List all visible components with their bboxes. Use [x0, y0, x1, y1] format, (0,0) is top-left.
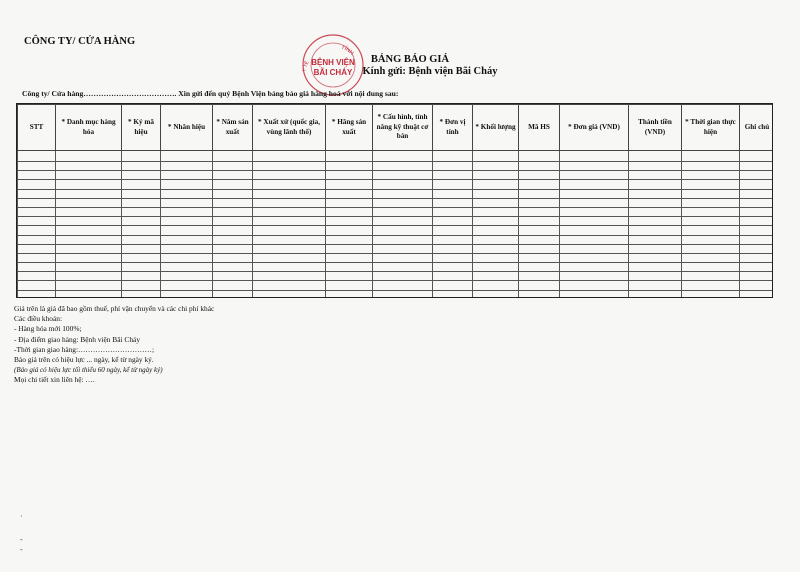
table-cell — [18, 171, 56, 180]
table-cell — [473, 171, 519, 180]
table-cell — [560, 171, 629, 180]
table-cell — [629, 180, 682, 189]
table-cell — [682, 180, 740, 189]
table-row — [18, 207, 774, 216]
table-cell — [682, 281, 740, 290]
col-header-origin: * Xuất xứ (quốc gia, vùng lãnh thổ) — [253, 105, 326, 151]
table-cell — [519, 151, 560, 162]
table-cell — [161, 272, 213, 281]
table-cell — [18, 281, 56, 290]
table-cell — [213, 207, 253, 216]
table-cell — [213, 263, 253, 272]
table-cell — [161, 162, 213, 171]
contact-line: Mọi chi tiết xin liên hệ: …. — [14, 375, 95, 385]
table-cell — [682, 207, 740, 216]
table-cell — [433, 253, 473, 262]
table-cell — [56, 263, 122, 272]
table-cell — [326, 207, 373, 216]
table-cell — [682, 235, 740, 244]
table-cell — [56, 226, 122, 235]
col-header-stt: STT — [18, 105, 56, 151]
table-row — [18, 281, 774, 290]
table-row — [18, 151, 774, 162]
terms-heading: Các điều khoản: — [14, 314, 63, 324]
table-cell — [682, 244, 740, 253]
table-cell — [18, 290, 56, 298]
table-cell — [473, 162, 519, 171]
table-cell — [473, 281, 519, 290]
table-cell — [373, 162, 433, 171]
table-cell — [519, 235, 560, 244]
table-cell — [56, 162, 122, 171]
table-cell — [560, 253, 629, 262]
table-cell — [56, 253, 122, 262]
table-cell — [560, 281, 629, 290]
table-cell — [519, 226, 560, 235]
intro-line: Công ty/ Cửa hàng………………………………. Xin gửi đến quý Bệnh Viện bảng báo giá hàng hoá với nội dung sau: — [22, 89, 399, 98]
table-cell — [122, 151, 161, 162]
company-name: CÔNG TY/ CỬA HÀNG — [24, 36, 136, 47]
table-cell — [682, 162, 740, 171]
table-cell — [560, 151, 629, 162]
table-cell — [56, 171, 122, 180]
table-cell — [122, 198, 161, 207]
term-new-goods: - Hàng hóa mới 100%; — [14, 324, 82, 334]
table-cell — [433, 162, 473, 171]
table-cell — [740, 151, 774, 162]
table-cell — [629, 217, 682, 226]
table-cell — [161, 151, 213, 162]
table-cell — [519, 263, 560, 272]
table-cell — [213, 244, 253, 253]
table-cell — [629, 151, 682, 162]
table-cell — [629, 198, 682, 207]
table-cell — [373, 180, 433, 189]
table-cell — [629, 207, 682, 216]
table-cell — [740, 207, 774, 216]
table-cell — [682, 290, 740, 298]
table-cell — [682, 217, 740, 226]
table-cell — [473, 226, 519, 235]
table-cell — [519, 281, 560, 290]
table-cell — [560, 189, 629, 198]
table-cell — [519, 244, 560, 253]
table-cell — [473, 263, 519, 272]
col-header-quantity: * Khối lượng — [473, 105, 519, 151]
table-cell — [682, 171, 740, 180]
col-header-total: Thành tiền (VND) — [629, 105, 682, 151]
table-header-row — [18, 105, 774, 151]
validity-note: Báo giá trên có hiệu lực ... ngày, kể từ ngày ký. — [14, 355, 154, 365]
table-row — [18, 189, 774, 198]
table-cell — [373, 244, 433, 253]
table-cell — [682, 253, 740, 262]
table-cell — [253, 235, 326, 244]
table-cell — [326, 151, 373, 162]
table-cell — [682, 263, 740, 272]
table-cell — [56, 244, 122, 253]
table-cell — [740, 244, 774, 253]
table-cell — [213, 151, 253, 162]
table-cell — [161, 281, 213, 290]
table-cell — [629, 189, 682, 198]
table-cell — [519, 189, 560, 198]
table-cell — [433, 244, 473, 253]
table-cell — [326, 281, 373, 290]
table-cell — [18, 244, 56, 253]
table-cell — [253, 253, 326, 262]
table-cell — [161, 244, 213, 253]
table-cell — [519, 290, 560, 298]
table-cell — [253, 207, 326, 216]
table-row — [18, 226, 774, 235]
document-title: BẢNG BÁO GIÁ — [370, 54, 450, 65]
table-cell — [560, 290, 629, 298]
term-delivery-place: - Địa điểm giao hàng: Bệnh viện Bãi Cháy — [14, 334, 141, 344]
table-cell — [18, 235, 56, 244]
table-cell — [56, 290, 122, 298]
table-cell — [740, 180, 774, 189]
table-cell — [326, 171, 373, 180]
table-cell — [326, 198, 373, 207]
table-cell — [373, 217, 433, 226]
col-header-delivery-time: * Thời gian thực hiện — [682, 105, 740, 151]
table-cell — [473, 180, 519, 189]
table-cell — [519, 217, 560, 226]
table-cell — [560, 226, 629, 235]
table-cell — [18, 189, 56, 198]
table-row — [18, 263, 774, 272]
table-cell — [56, 151, 122, 162]
col-header-brand: * Nhãn hiệu — [161, 105, 213, 151]
table-cell — [213, 290, 253, 298]
table-row — [18, 244, 774, 253]
table-cell — [629, 235, 682, 244]
stamp-left-text: Y TẾ — [301, 60, 311, 73]
table-cell — [560, 263, 629, 272]
table-cell — [213, 217, 253, 226]
table-cell — [740, 226, 774, 235]
table-cell — [740, 290, 774, 298]
table-cell — [560, 244, 629, 253]
table-cell — [161, 207, 213, 216]
scan-mark: - — [20, 535, 23, 544]
table-cell — [326, 180, 373, 189]
table-cell — [161, 290, 213, 298]
table-cell — [740, 272, 774, 281]
table-cell — [373, 198, 433, 207]
table-cell — [213, 180, 253, 189]
table-cell — [473, 189, 519, 198]
table-cell — [161, 189, 213, 198]
table-cell — [122, 235, 161, 244]
table-cell — [213, 272, 253, 281]
table-cell — [373, 151, 433, 162]
table-cell — [213, 162, 253, 171]
table-cell — [56, 189, 122, 198]
stamp-top-text: TỈNH — [340, 44, 355, 57]
table-cell — [473, 290, 519, 298]
table-row — [18, 217, 774, 226]
table-cell — [326, 253, 373, 262]
table-cell — [56, 272, 122, 281]
table-cell — [253, 226, 326, 235]
table-row — [18, 235, 774, 244]
stamp-line1: BỆNH VIỆN — [311, 58, 355, 67]
table-cell — [473, 151, 519, 162]
table-cell — [253, 244, 326, 253]
table-cell — [373, 253, 433, 262]
table-cell — [560, 272, 629, 281]
table-cell — [253, 272, 326, 281]
table-cell — [326, 162, 373, 171]
table-row — [18, 253, 774, 262]
table-cell — [326, 290, 373, 298]
table-cell — [18, 263, 56, 272]
table-cell — [629, 244, 682, 253]
table-cell — [18, 198, 56, 207]
table-cell — [473, 207, 519, 216]
table-cell — [161, 198, 213, 207]
table-cell — [373, 207, 433, 216]
table-cell — [253, 189, 326, 198]
table-cell — [519, 180, 560, 189]
table-cell — [373, 290, 433, 298]
table-cell — [326, 226, 373, 235]
table-cell — [682, 226, 740, 235]
table-cell — [560, 162, 629, 171]
table-cell — [56, 235, 122, 244]
table-cell — [560, 198, 629, 207]
col-header-manufacturer: * Hãng sản xuất — [326, 105, 373, 151]
table-cell — [18, 253, 56, 262]
table-cell — [560, 235, 629, 244]
table-cell — [740, 235, 774, 244]
table-cell — [740, 162, 774, 171]
table-row — [18, 198, 774, 207]
table-cell — [433, 171, 473, 180]
table-cell — [373, 226, 433, 235]
table-cell — [473, 217, 519, 226]
table-cell — [629, 171, 682, 180]
table-cell — [740, 198, 774, 207]
table-cell — [122, 290, 161, 298]
table-cell — [473, 244, 519, 253]
table-cell — [629, 253, 682, 262]
table-cell — [560, 207, 629, 216]
quotation-table — [16, 103, 773, 298]
col-header-hs-code: Mã HS — [519, 105, 560, 151]
table-cell — [373, 171, 433, 180]
table-cell — [629, 272, 682, 281]
table-cell — [213, 189, 253, 198]
table-cell — [122, 207, 161, 216]
table-cell — [433, 198, 473, 207]
table-cell — [18, 151, 56, 162]
price-note: Giá trên là giá đã bao gồm thuế, phí vận chuyển và các chi phí khác — [14, 304, 215, 313]
table-cell — [253, 217, 326, 226]
table-cell — [161, 235, 213, 244]
table-cell — [373, 263, 433, 272]
table-cell — [560, 180, 629, 189]
table-cell — [18, 162, 56, 171]
table-cell — [18, 217, 56, 226]
table-cell — [740, 217, 774, 226]
table-cell — [18, 272, 56, 281]
table-cell — [326, 217, 373, 226]
table-cell — [213, 253, 253, 262]
table-cell — [18, 180, 56, 189]
table-cell — [682, 198, 740, 207]
table-cell — [519, 272, 560, 281]
table-row — [18, 171, 774, 180]
table-cell — [326, 263, 373, 272]
table-cell — [433, 263, 473, 272]
table-cell — [682, 272, 740, 281]
table-row — [18, 180, 774, 189]
table-cell — [519, 253, 560, 262]
table-cell — [253, 171, 326, 180]
table-cell — [326, 244, 373, 253]
table-cell — [122, 281, 161, 290]
table-cell — [740, 171, 774, 180]
terms-section — [14, 304, 414, 386]
table-cell — [373, 235, 433, 244]
table-cell — [433, 180, 473, 189]
col-header-unit-price: * Đơn giá (VND) — [560, 105, 629, 151]
table-cell — [56, 217, 122, 226]
table-cell — [18, 207, 56, 216]
table-cell — [122, 171, 161, 180]
table-cell — [122, 180, 161, 189]
table-row — [18, 272, 774, 281]
table-cell — [56, 198, 122, 207]
scan-mark: · — [20, 512, 23, 521]
table-cell — [161, 217, 213, 226]
table-cell — [326, 272, 373, 281]
stamp-line2: BÃI CHÁY — [313, 68, 353, 77]
term-delivery-time: -Thời gian giao hàng:…………………………; — [14, 344, 155, 354]
table-body — [18, 151, 774, 299]
table-cell — [161, 253, 213, 262]
table-cell — [213, 281, 253, 290]
table-cell — [473, 198, 519, 207]
table-row — [18, 162, 774, 171]
table-cell — [473, 253, 519, 262]
table-cell — [433, 272, 473, 281]
table-cell — [161, 226, 213, 235]
table-cell — [433, 189, 473, 198]
table-cell — [740, 189, 774, 198]
table-cell — [253, 151, 326, 162]
table-cell — [740, 281, 774, 290]
table-cell — [56, 180, 122, 189]
table-cell — [326, 235, 373, 244]
table-cell — [433, 290, 473, 298]
table-cell — [122, 217, 161, 226]
table-cell — [213, 235, 253, 244]
table-cell — [122, 162, 161, 171]
table-cell — [161, 180, 213, 189]
table-cell — [373, 272, 433, 281]
table-cell — [682, 189, 740, 198]
col-header-specs: * Cấu hình, tính năng kỹ thuật cơ bản — [373, 105, 433, 151]
table-cell — [473, 235, 519, 244]
table-cell — [433, 217, 473, 226]
table-cell — [161, 263, 213, 272]
table-row — [18, 290, 774, 298]
table-cell — [519, 207, 560, 216]
table-cell — [253, 180, 326, 189]
col-header-year: * Năm sản xuất — [213, 105, 253, 151]
table-cell — [740, 253, 774, 262]
table-cell — [433, 226, 473, 235]
table-cell — [740, 263, 774, 272]
table-cell — [519, 171, 560, 180]
col-header-notes: Ghi chú — [740, 105, 774, 151]
table-cell — [122, 226, 161, 235]
table-cell — [473, 272, 519, 281]
table-cell — [253, 162, 326, 171]
col-header-unit: * Đơn vị tính — [433, 105, 473, 151]
table-cell — [373, 281, 433, 290]
table-cell — [213, 171, 253, 180]
table-cell — [122, 244, 161, 253]
table-cell — [433, 151, 473, 162]
col-header-code: * Ký mã hiệu — [122, 105, 161, 151]
table-cell — [629, 281, 682, 290]
table-cell — [629, 162, 682, 171]
table-cell — [253, 290, 326, 298]
table-cell — [519, 162, 560, 171]
table-cell — [122, 263, 161, 272]
table-cell — [682, 151, 740, 162]
table-cell — [213, 198, 253, 207]
table-cell — [18, 226, 56, 235]
table-cell — [629, 263, 682, 272]
table-cell — [326, 189, 373, 198]
table-cell — [253, 263, 326, 272]
table-cell — [122, 253, 161, 262]
table-cell — [122, 189, 161, 198]
table-cell — [56, 281, 122, 290]
table-cell — [629, 290, 682, 298]
table-cell — [253, 281, 326, 290]
table-cell — [519, 198, 560, 207]
table-cell — [253, 198, 326, 207]
table-cell — [373, 189, 433, 198]
table-cell — [122, 272, 161, 281]
table-cell — [433, 281, 473, 290]
scan-mark: - — [20, 545, 23, 554]
table-cell — [213, 226, 253, 235]
table-cell — [629, 226, 682, 235]
validity-minimum-note: (Báo giá có hiệu lực tối thiểu 60 ngày, kể từ ngày ký) — [14, 366, 163, 375]
recipient-line: Kính gửi: Bệnh viện Bãi Cháy — [362, 66, 498, 77]
table-cell — [560, 217, 629, 226]
col-header-item: * Danh mục hàng hóa — [56, 105, 122, 151]
table-cell — [161, 171, 213, 180]
table-cell — [433, 235, 473, 244]
table-cell — [56, 207, 122, 216]
table-cell — [433, 207, 473, 216]
